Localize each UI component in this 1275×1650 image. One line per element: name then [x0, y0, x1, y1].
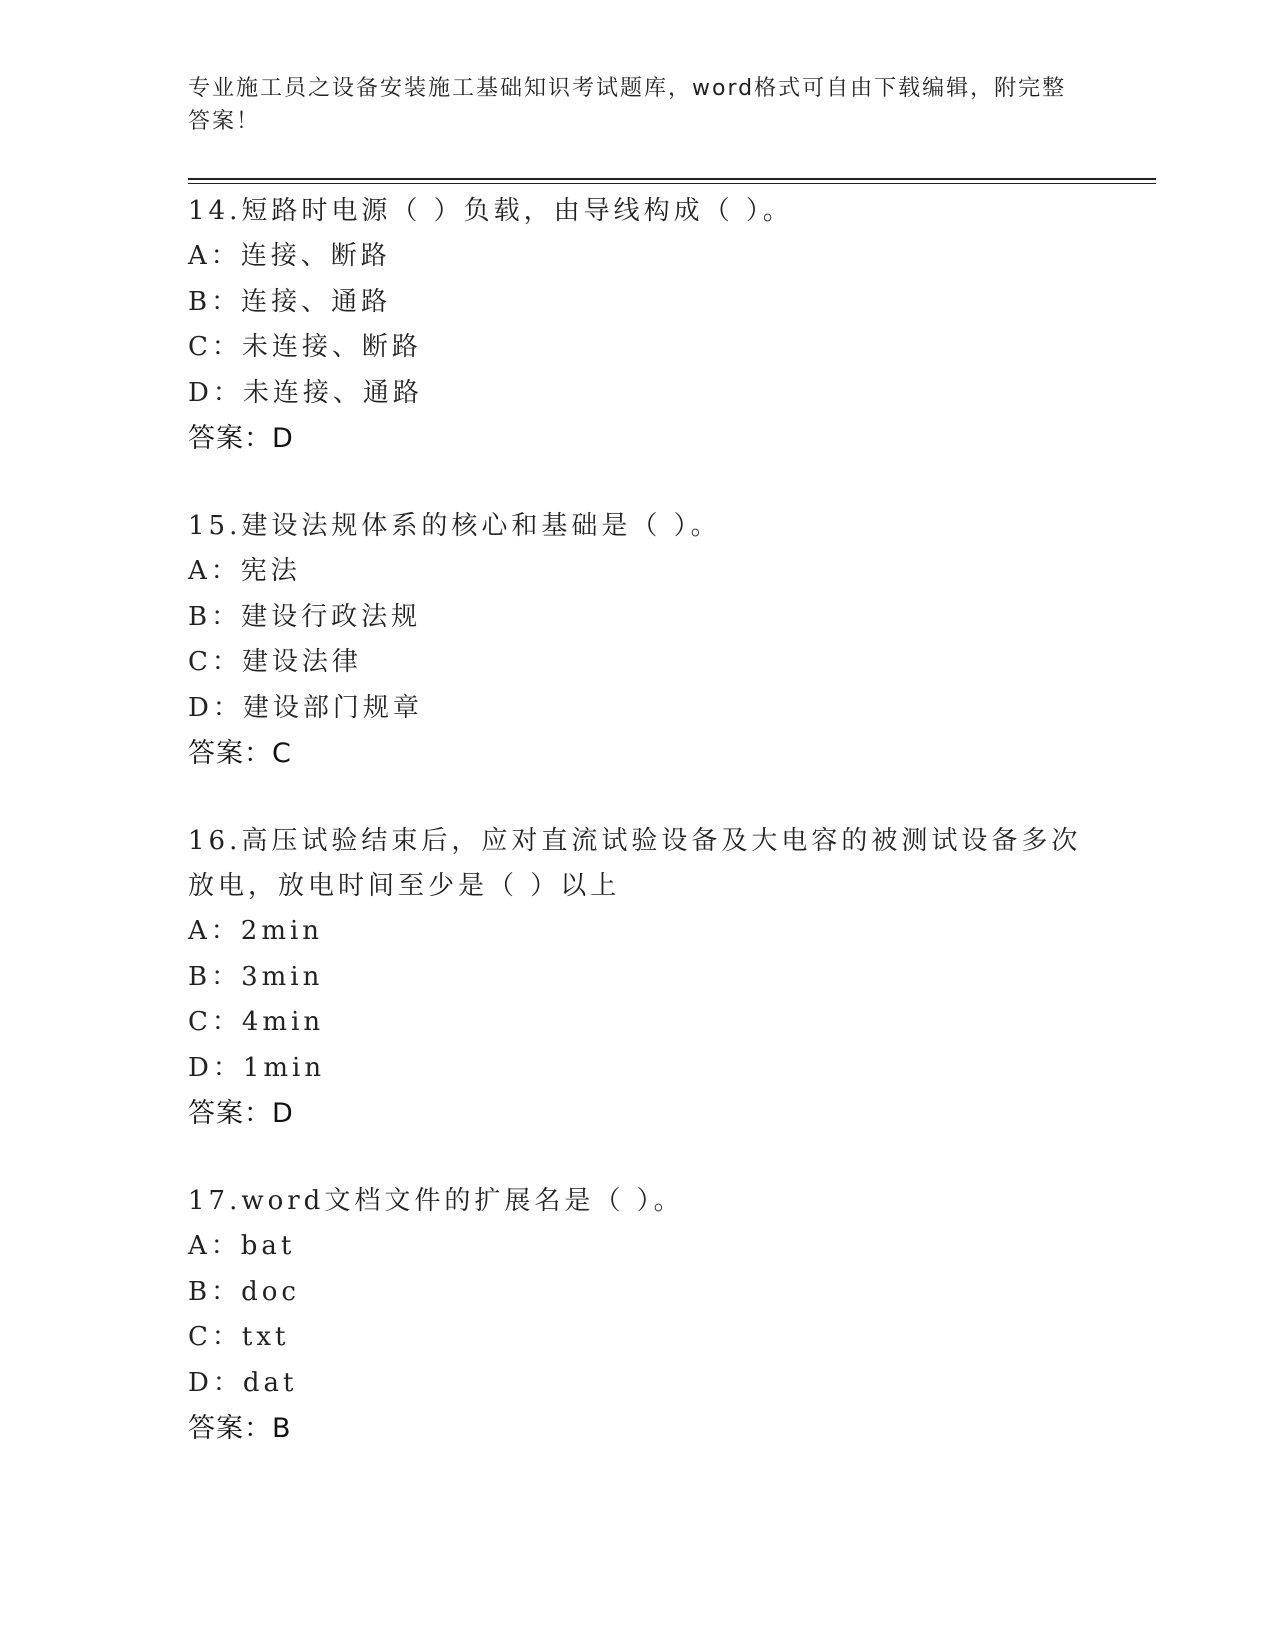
question-stem: 17.word文档文件的扩展名是（ ）。	[188, 1186, 684, 1216]
header-rule-thick	[188, 178, 1156, 180]
answer-line: 答案：D	[188, 423, 294, 454]
option-d: D：1min	[188, 1052, 326, 1083]
option-b: B：连接、通路	[188, 286, 392, 317]
option-b: B：建设行政法规	[188, 601, 422, 632]
question-stem: 14.短路时电源（ ）负载，由导线构成（ ）。	[188, 196, 793, 226]
option-a: A：bat	[188, 1231, 296, 1261]
option-d: D：dat	[188, 1367, 298, 1398]
question-17	[188, 1179, 1088, 1452]
option-c: C：建设法律	[188, 647, 362, 677]
answer-line: 答案：B	[188, 1413, 292, 1444]
question-15	[188, 504, 1088, 777]
question-14	[188, 189, 1088, 462]
option-b: B：doc	[188, 1276, 300, 1307]
option-d: D：建设部门规章	[188, 692, 423, 723]
answer-line: 答案：C	[188, 738, 292, 769]
option-a: A：连接、断路	[188, 241, 391, 271]
option-a: A：2min	[188, 916, 324, 946]
option-c: C：未连接、断路	[188, 332, 422, 362]
question-list	[188, 189, 1088, 1494]
option-c: C：txt	[188, 1322, 290, 1352]
header-rule-thin	[188, 183, 1156, 184]
option-d: D：未连接、通路	[188, 377, 423, 408]
question-stem: 16.高压试验结束后，应对直流试验设备及大电容的被测试设备多次放电，放电时间至少是（ ）以上	[188, 826, 1082, 901]
document-header: 专业施工员之设备安装施工基础知识考试题库，word格式可自由下载编辑，附完整答案！	[188, 76, 1067, 134]
option-b: B：3min	[188, 961, 324, 992]
question-stem: 15.建设法规体系的核心和基础是（ ）。	[188, 511, 721, 541]
option-a: A：宪法	[188, 556, 301, 586]
option-c: C：4min	[188, 1007, 325, 1037]
question-16	[188, 819, 1088, 1137]
answer-line: 答案：D	[188, 1098, 294, 1129]
